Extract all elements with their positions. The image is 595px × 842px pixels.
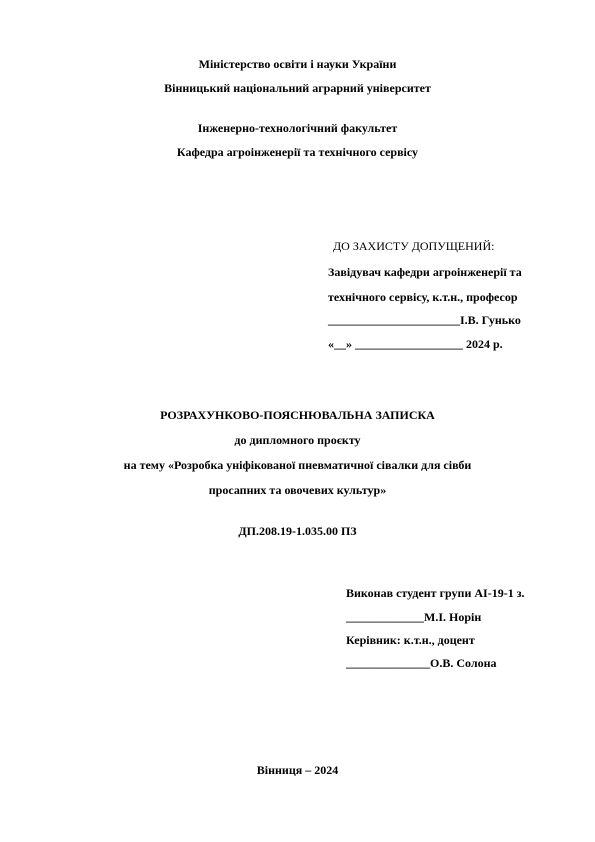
approval-signature-line: ______________________І.В. Гунько (328, 313, 521, 327)
document-topic-line-2: просапних та овочевих культур» (208, 483, 387, 497)
document-subtitle: до дипломного проєкту (234, 433, 361, 447)
approval-title: ДО ЗАХИСТУ ДОПУЩЕНИЙ: (333, 239, 495, 253)
department-name: Кафедра агроінженерії та технічного сервісу (176, 145, 419, 159)
approval-date-line: «__» __________________ 2024 р. (328, 337, 503, 351)
supervisor-label: Керівник: к.т.н., доцент (346, 633, 475, 647)
student-label: Виконав студент групи АІ-19-1 з. (346, 586, 525, 600)
ministry-name: Міністерство освіти і науки України (198, 57, 397, 71)
university-name: Вінницький національний аграрний університет (164, 81, 431, 95)
document-code: ДП.208.19-1.035.00 ПЗ (238, 524, 357, 538)
document-title: РОЗРАХУНКОВО-ПОЯСНЮВАЛЬНА ЗАПИСКА (160, 408, 435, 422)
city-year: Вінниця – 2024 (256, 763, 339, 777)
document-topic-line-1: на тему «Розробка уніфікованої пневматичної сівалки для сівби (123, 458, 472, 472)
faculty-name: Інженерно-технологічний факультет (197, 121, 398, 135)
approval-head-position-2: технічного сервісу, к.т.н., професор (328, 290, 518, 304)
approval-head-position-1: Завідувач кафедри агроінженерії та (328, 265, 522, 279)
student-signature-line: _____________М.І. Норін (346, 610, 482, 624)
supervisor-signature-line: ______________О.В. Солона (346, 656, 497, 670)
